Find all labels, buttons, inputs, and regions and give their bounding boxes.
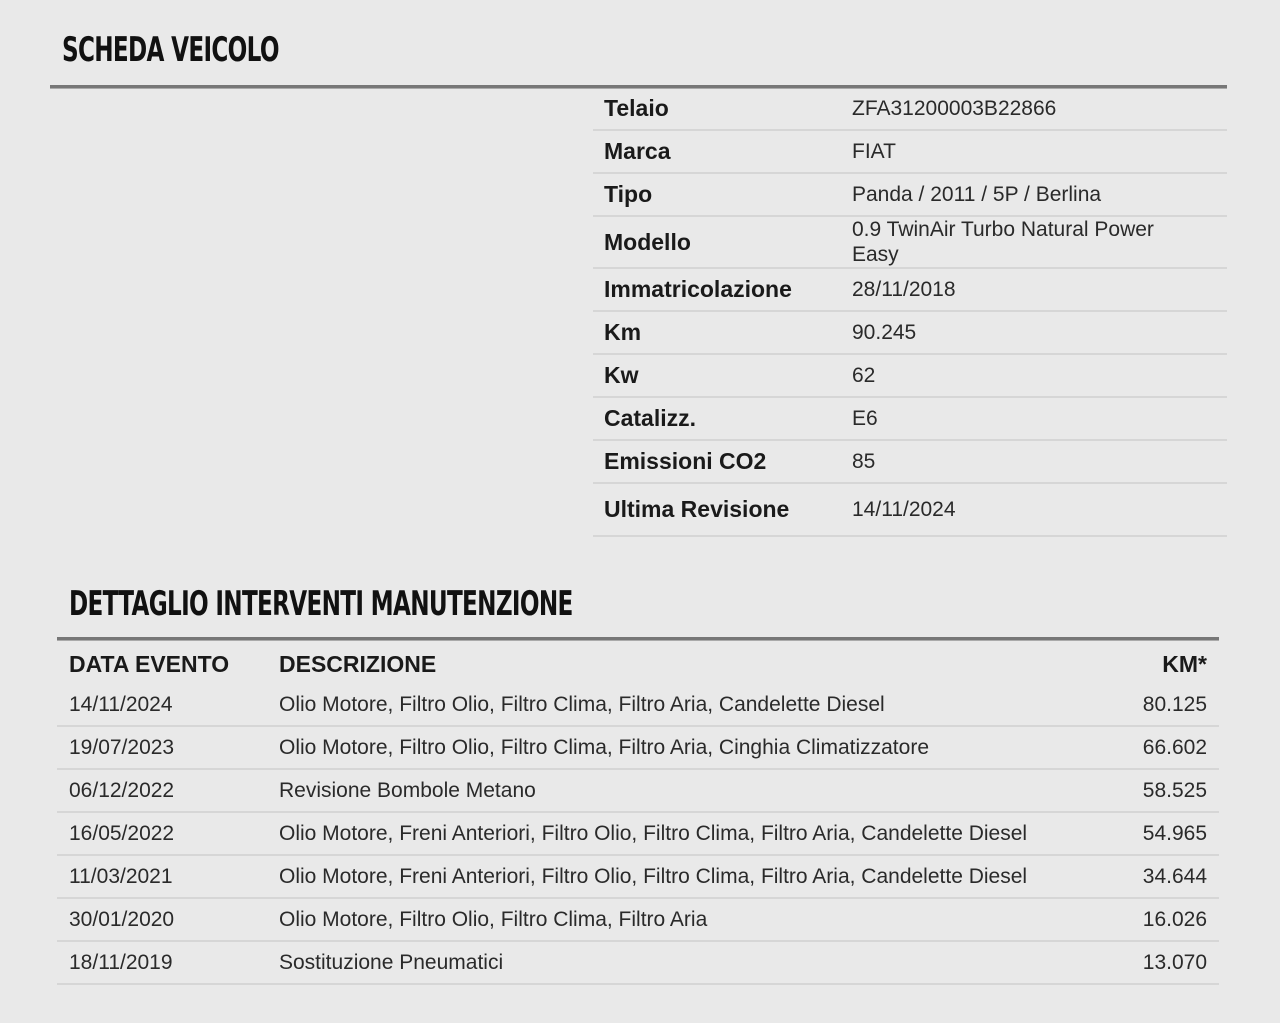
table-row [57,769,1219,812]
event-km: 13.070 [1067,941,1219,984]
maintenance-section-divider [57,637,1219,641]
table-row [57,855,1219,898]
spec-row-kw [593,354,1227,397]
spec-row-km [593,311,1227,354]
event-description: Olio Motore, Filtro Olio, Filtro Clima, Filtro Aria, Cinghia Climatizzatore [279,726,1067,769]
event-date: 30/01/2020 [57,898,279,941]
event-km: 34.644 [1067,855,1219,898]
spec-row-modello [593,216,1227,268]
spec-row-immatricolazione [593,268,1227,311]
spec-label: Immatricolazione [593,268,852,311]
event-km: 54.965 [1067,812,1219,855]
column-header-km: KM* [1162,650,1207,677]
maintenance-header-row [57,644,1219,684]
event-description: Sostituzione Pneumatici [279,941,1067,984]
event-km: 66.602 [1067,726,1219,769]
spec-row-catalizz [593,397,1227,440]
vehicle-section-title: SCHEDA VEICOLO [62,30,279,70]
spec-value: E6 [852,397,1227,440]
event-description: Olio Motore, Freni Anteriori, Filtro Olio, Filtro Clima, Filtro Aria, Candelette Diesel [279,855,1067,898]
spec-label: Tipo [593,173,852,216]
spec-row-tipo [593,173,1227,216]
event-date: 16/05/2022 [57,812,279,855]
spec-value: 0.9 TwinAir Turbo Natural Power Easy [852,216,1227,268]
event-km: 80.125 [1067,684,1219,726]
event-date: 18/11/2019 [57,941,279,984]
table-row [57,684,1219,726]
event-km: 16.026 [1067,898,1219,941]
spec-label: Emissioni CO2 [593,440,852,483]
event-date: 19/07/2023 [57,726,279,769]
spec-row-ultima-revisione [593,483,1227,536]
event-km: 58.525 [1067,769,1219,812]
table-row [57,898,1219,941]
spec-row-emissioni [593,440,1227,483]
event-date: 14/11/2024 [57,684,279,726]
spec-label: Catalizz. [593,397,852,440]
spec-value: 14/11/2024 [852,483,1227,536]
vehicle-spec-table [593,88,1227,537]
event-date: 06/12/2022 [57,769,279,812]
column-header-date: DATA EVENTO [69,650,230,677]
spec-label: Km [593,311,852,354]
spec-value: 90.245 [852,311,1227,354]
event-description: Olio Motore, Filtro Olio, Filtro Clima, Filtro Aria [279,898,1067,941]
spec-label: Telaio [593,88,852,130]
event-description: Revisione Bombole Metano [279,769,1067,812]
spec-value: 85 [852,440,1227,483]
spec-row-telaio [593,88,1227,130]
spec-label: Modello [593,216,852,268]
table-row [57,726,1219,769]
spec-label: Marca [593,130,852,173]
table-row [57,941,1219,984]
spec-value: 28/11/2018 [852,268,1227,311]
spec-label: Ultima Revisione [593,483,852,536]
spec-label: Kw [593,354,852,397]
column-header-description: DESCRIZIONE [279,650,437,677]
event-description: Olio Motore, Freni Anteriori, Filtro Olio, Filtro Clima, Filtro Aria, Candelette Diesel [279,812,1067,855]
maintenance-section-title: DETTAGLIO INTERVENTI MANUTENZIONE [69,584,573,624]
spec-value: ZFA31200003B22866 [852,88,1227,130]
spec-value: FIAT [852,130,1227,173]
event-date: 11/03/2021 [57,855,279,898]
spec-row-marca [593,130,1227,173]
spec-value: Panda / 2011 / 5P / Berlina [852,173,1227,216]
table-row [57,812,1219,855]
spec-value: 62 [852,354,1227,397]
event-description: Olio Motore, Filtro Olio, Filtro Clima, Filtro Aria, Candelette Diesel [279,684,1067,726]
maintenance-table [57,644,1219,985]
